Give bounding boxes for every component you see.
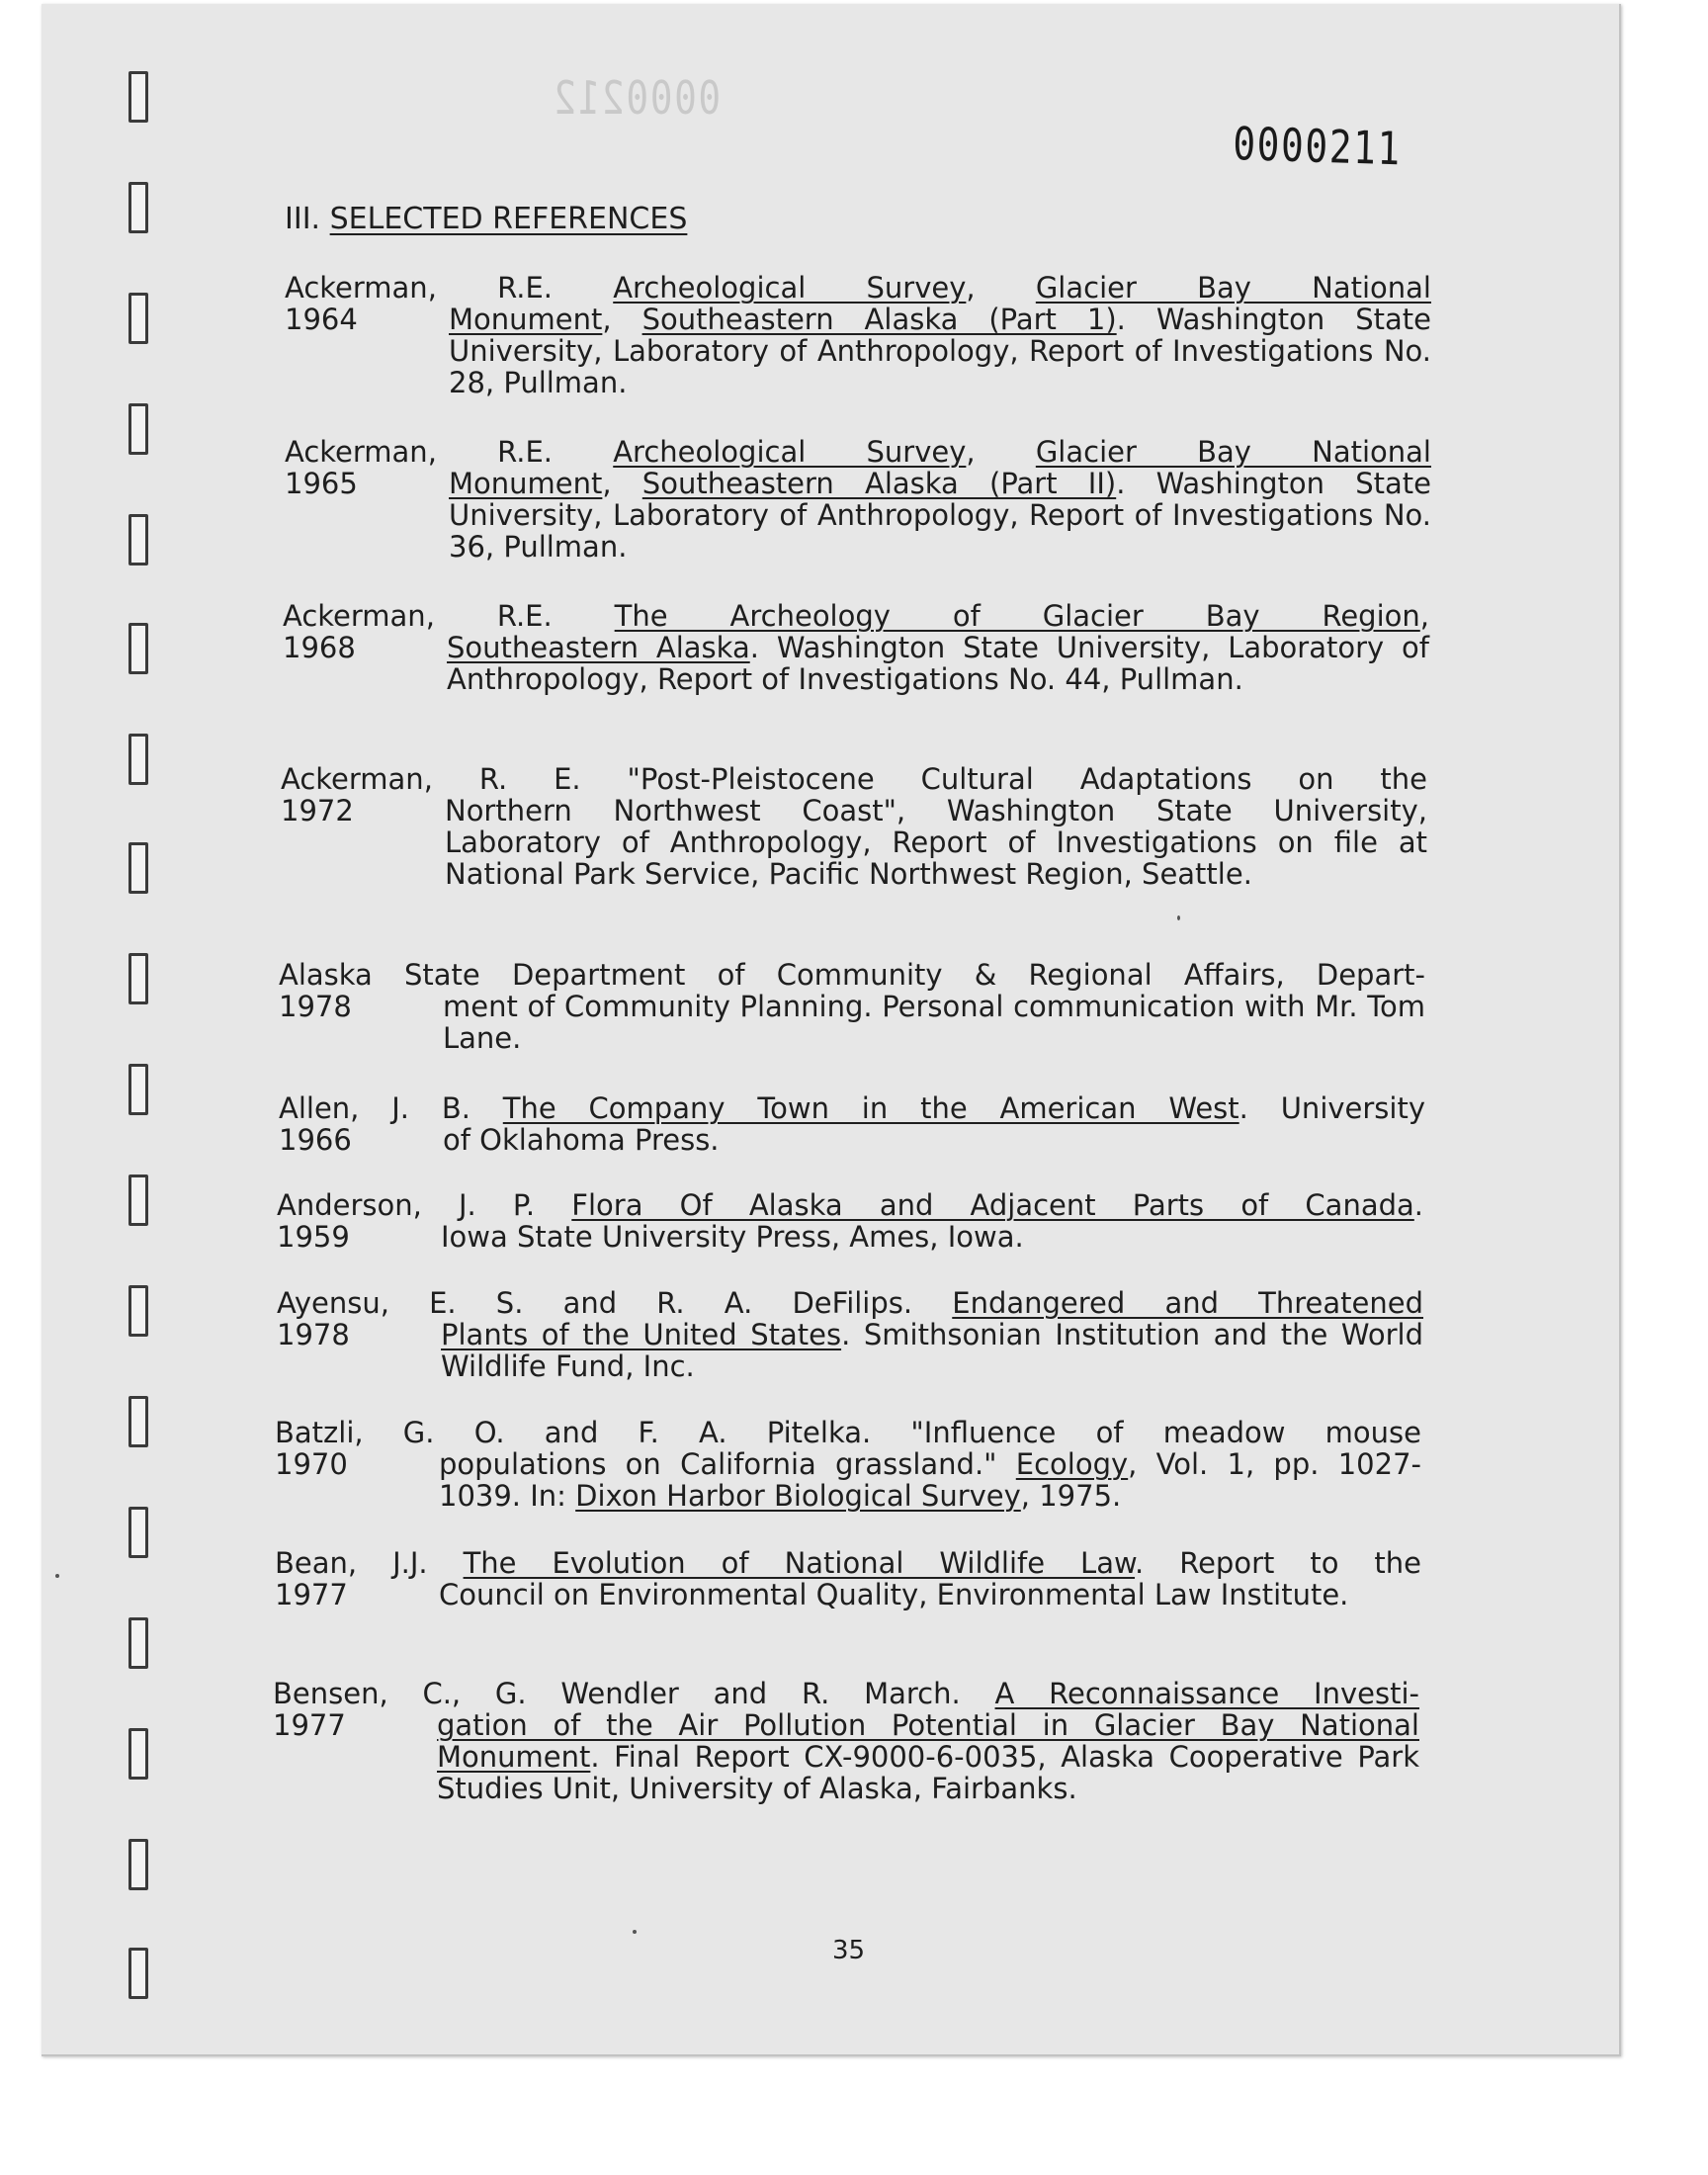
reference-year: 1968 [283,631,356,664]
reference-year: 1964 [285,303,358,336]
reference-entry [285,436,1431,563]
scan-speck [55,1574,59,1578]
underlined-title-text: Southeastern Alaska (Part II) [641,467,1117,500]
binding-hole [128,293,148,344]
binding-hole [128,1507,148,1558]
reference-text: . University [1238,1091,1425,1125]
reference-entry [275,1547,1421,1610]
binding-hole [128,1728,148,1780]
binding-hole [128,71,148,123]
underlined-title-text: The Evolution of National Wildlife Law [463,1546,1136,1580]
underlined-title-text: The Company Town in the American West [502,1091,1239,1125]
binding-hole [128,1617,148,1669]
reference-text: ment of Community Planning. Personal communication with Mr. Tom Lane. [443,990,1425,1055]
reference-entry [283,600,1429,695]
binding-hole [128,182,148,233]
underlined-title-text: Archeological Survey [613,271,967,304]
binding-hole [128,1285,148,1337]
reference-first-line [279,959,1425,991]
reference-text: Council on Environmental Quality, Environmental Law Institute. [439,1578,1349,1611]
reference-first-line [277,1287,1423,1319]
reference-continuation [441,1221,1423,1253]
reference-first-line [281,763,1427,795]
reference-entry [281,763,1427,890]
reference-text: Bean, J.J. [275,1546,464,1580]
reference-first-line [285,436,1431,468]
binding-holes [128,4,158,2054]
reference-first-line [273,1678,1419,1709]
underlined-title-text: Ecology [1015,1447,1129,1481]
reference-entry [285,272,1431,398]
reference-text: Batzli, G. O. and F. A. Pitelka. "Influence of meadow mouse [275,1416,1421,1449]
reference-text: Allen, J. B. [279,1091,503,1125]
reference-text: Ackerman, R. E. "Post-Pleistocene Cultural Adaptations on the [281,762,1427,796]
reference-text: , Vol. 1, pp. 1027-1039. In: [439,1447,1421,1513]
reference-text: . Smithsonian Institution and the World Wildlife Fund, Inc. [441,1318,1424,1383]
bleed-through-document-number: 0000212 [552,71,722,125]
binding-hole [128,1948,148,1999]
underlined-title-text: Southeastern Alaska [447,631,750,664]
reference-text: . Final Report CX-9000-6-0035, Alaska Cooperative Park Studies Unit, University of Alaska, Fairbanks. [437,1740,1419,1805]
reference-text: . Report to the [1135,1546,1421,1580]
underlined-title-text: Plants of the United States [441,1318,842,1351]
reference-text: , [602,467,642,500]
underlined-title-text: A Reconnaissance Investi- [994,1677,1419,1710]
reference-text: , [966,271,1036,304]
binding-hole [128,1396,148,1447]
binding-hole [128,623,148,674]
reference-text: . Washington State University, Laboratory of Anthropology, Report of Investigations No. 28, Pullman. [449,303,1432,399]
reference-continuation [439,1579,1421,1610]
binding-hole [128,734,148,785]
underlined-title-text: Flora Of Alaska and Adjacent Parts of Canada [571,1188,1414,1222]
reference-text: Bensen, C., G. Wendler and R. March. [273,1677,995,1710]
binding-hole [128,514,148,566]
reference-text: Northern Northwest Coast", Washington State University, Laboratory of Anthropology, Report of Investigations on file at National Park Service, Pacific Northwest Region, Seattle. [445,794,1427,891]
underlined-title-text: Southeastern Alaska (Part 1) [641,303,1117,336]
underlined-title-text: Monument [449,467,603,500]
reference-continuation [437,1709,1419,1804]
underlined-title-text: gation of the Air Pollution Potential in Glacier Bay National Monument [437,1708,1419,1774]
reference-year: 1959 [277,1220,350,1254]
reference-entry [277,1287,1423,1382]
document-number: 0000211 [1232,117,1403,176]
binding-hole [128,1839,148,1890]
page-number: 35 [832,1936,866,1965]
reference-text: Ackerman, R.E. [285,271,614,304]
reference-year: 1970 [275,1447,348,1481]
reference-continuation [443,991,1425,1054]
underlined-title-text: Glacier Bay National [1035,271,1431,304]
scan-speck [1177,915,1180,920]
reference-entry [279,959,1425,1054]
reference-entry [275,1417,1421,1512]
scan-speck [633,1930,637,1934]
reference-first-line [283,600,1429,632]
reference-first-line [275,1417,1421,1448]
section-title: SELECTED REFERENCES [329,202,688,236]
underlined-title-text: Endangered and Threatened [952,1286,1423,1320]
reference-text: . Washington State University, Laboratory of Anthropology, Report of Investigations No. 36, Pullman. [449,467,1431,564]
binding-hole [128,1064,148,1115]
reference-first-line [285,272,1431,304]
reference-text: . [1413,1188,1424,1222]
reference-first-line [275,1547,1421,1579]
underlined-title-text: Monument [449,303,603,336]
binding-hole [128,1174,148,1226]
reference-continuation [449,468,1431,563]
reference-text: , [966,435,1036,469]
underlined-title-text: Glacier Bay National [1035,435,1431,469]
reference-continuation [449,304,1431,398]
reference-continuation [443,1124,1425,1156]
reference-year: 1977 [275,1578,348,1611]
reference-entry [279,1092,1425,1156]
reference-first-line [277,1189,1423,1221]
reference-continuation [445,795,1427,890]
reference-text: Ackerman, R.E. [283,599,615,633]
reference-text: Ayensu, E. S. and R. A. DeFilips. [277,1286,953,1320]
reference-continuation [441,1319,1423,1382]
underlined-title-text: Dixon Harbor Biological Survey [575,1479,1021,1513]
reference-text: Alaska State Department of Community & Regional Affairs, Depart- [279,958,1425,992]
binding-hole [128,403,148,455]
reference-continuation [447,632,1429,695]
binding-hole [128,842,148,894]
reference-year: 1965 [285,467,358,500]
reference-first-line [279,1092,1425,1124]
reference-year: 1966 [279,1123,352,1157]
underlined-title-text: Archeological Survey [613,435,967,469]
section-number: III. [285,202,321,236]
reference-year: 1972 [281,794,354,827]
reference-text: . Washington State University, Laboratory of Anthropology, Report of Investigations No. 44, Pullman. [447,631,1429,696]
reference-text: Iowa State University Press, Ames, Iowa. [441,1220,1024,1254]
reference-year: 1977 [273,1708,346,1742]
reference-text: , [1419,599,1429,633]
reference-year: 1978 [277,1318,350,1351]
underlined-title-text: The Archeology of Glacier Bay Region [614,599,1420,633]
reference-text: , 1975. [1020,1479,1122,1513]
reference-continuation [439,1448,1421,1512]
reference-text: Ackerman, R.E. [285,435,614,469]
reference-entry [277,1189,1423,1253]
section-heading [285,202,687,237]
reference-year: 1978 [279,990,352,1023]
reference-text: Anderson, J. P. [277,1188,572,1222]
reference-text: of Oklahoma Press. [443,1123,720,1157]
binding-hole [128,953,148,1004]
reference-text: populations on California grassland." [439,1447,1016,1481]
reference-entry [273,1678,1419,1804]
reference-text: , [602,303,642,336]
